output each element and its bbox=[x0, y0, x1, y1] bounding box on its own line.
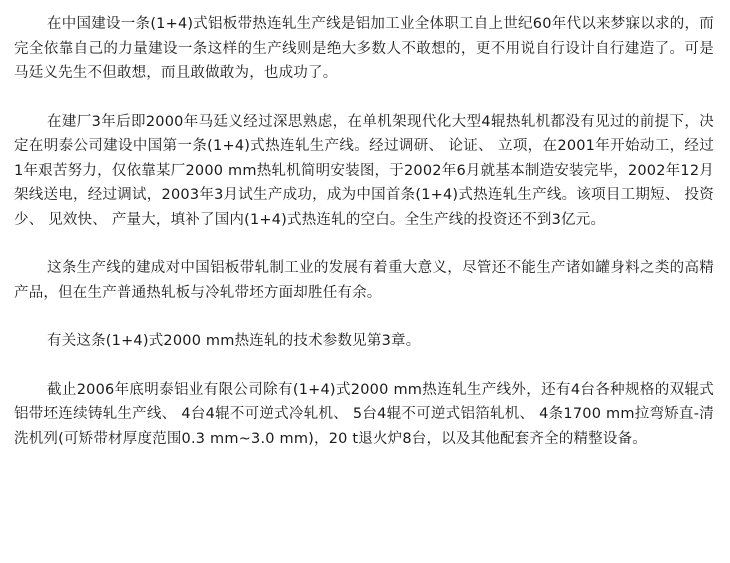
paragraph-significance: 这条生产线的建成对中国铝板带轧制工业的发展有着重大意义，尽管还不能生产诸如罐身料之类的高精产品，但在生产普通热轧板与冷轧带坯方面却胜任有余。 bbox=[14, 260, 714, 301]
paragraph-intro: 在中国建设一条(1+4)式铝板带热连轧生产线是铝加工业全体职工自上世纪60年代以来梦寐以求的，而完全依靠自己的力量建设一条这样的生产线则是绝大多数人不敢想的，更不用说自行设计自行建造了。可是马廷义先生不但敢想，而且敢做敢为，也成功了。 bbox=[14, 16, 714, 81]
paragraph-equipment-summary: 截止2006年底明泰铝业有限公司除有(1+4)式2000 mm热连轧生产线外，还有4台各种规格的双辊式铝带坯连续铸轧生产线、 4台4辊不可逆式冷轧机、 5台4辊不可逆式铝箔轧机、 4条1700 mm拉弯矫直-清洗机列(可矫带材厚度范围0.3 mm~3.0 mm)，20 t退火炉8台，以及其他配套齐全的精整设备。 bbox=[14, 381, 714, 447]
article-body bbox=[14, 12, 714, 475]
paragraph-construction-history: 在建厂3年后即2000年马廷义经过深思熟虑，在单机架现代化大型4辊热轧机都没有见过的前提下，决定在明泰公司建设中国第一条(1+4)式热连轧生产线。经过调研、 论证、 立项，在2001年开始动工，经过1年艰苦努力，仅依靠某厂2000 mm热轧机简明安装图，于2002年6月就基本制造安装完毕，2002年12月架线送电，经过调试，2003年3月试生产成功，成为中国首条(1+4)式热连轧生产线。该项目工期短、 投资少、 见效快、 产量大，填补了国内(1+4)式热连轧的空白。全生产线的投资还不到3亿元。 bbox=[14, 113, 714, 228]
paragraph-technical-reference: 有关这条(1+4)式2000 mm热连轧的技术参数见第3章。 bbox=[47, 333, 421, 349]
